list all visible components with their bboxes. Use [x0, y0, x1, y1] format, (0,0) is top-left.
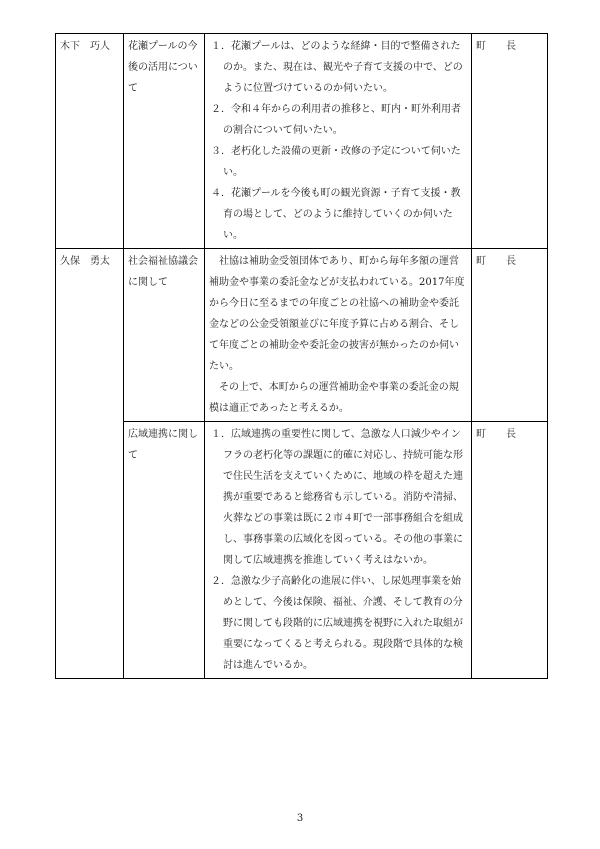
question-paragraph: 社協は補助金受領団体であり、町から毎年多額の運営補助金や事業の委託金などが支払われている。2017年度から今日に至るまでの年度ごとの社協への補助金や委託金などの公金受領額並びに年度予算に占める割合、そして年度ごとの補助金や委託金の披害が無かったのか伺いたい。: [209, 256, 465, 372]
question-content: [205, 249, 472, 422]
question-item: ４．花瀬プールを今後も町の観光資源・子育て支援・教育の場として、どのように維持していくのか伺いたい。: [211, 188, 461, 241]
question-topic: 社会福祉協議会に関して: [124, 249, 205, 422]
questioner-name: 木下 巧人: [56, 34, 124, 249]
answerer: 町 長: [472, 422, 548, 679]
question-item: １．広域連携の重要性に関して、急激な人口減少やインフラの老朽化等の課題に的確に対応し、持続可能な形で住民生活を支えていくために、地域の枠を超えた連携が重要であると総務省も示している。消防や清掃、火葬などの事業は既に２市４町で一部事務組合を組成し、事務事業の広域化を図っている。その他の事業に関して広域連携を推進していく考えはないか。: [211, 429, 463, 566]
question-item: ３．老朽化した設備の更新・改修の予定について伺いたい。: [211, 146, 461, 178]
questioner-name: 久保 勇太: [56, 249, 124, 679]
table-row: [56, 249, 548, 422]
question-topic: 広域連携に関して: [124, 422, 205, 679]
question-paragraph: その上で、本町からの運営補助金や事業の委託金の規模は適正であったと考えるか。: [209, 382, 459, 414]
answerer: 町 長: [472, 249, 548, 422]
page-number: 3: [296, 813, 304, 824]
table-row: [56, 422, 548, 679]
question-content: [205, 422, 472, 679]
table-row: [56, 34, 548, 249]
question-item: ２．急激な少子高齢化の進展に伴い、し尿処理事業を始めとして、今後は保険、福祉、介護、そして教育の分野に関しても段階的に広域連携を視野に入れた取組が重要になってくると考えられる。現段階で具体的な検討は進んでいるか。: [211, 576, 463, 671]
question-topic: 花瀬プールの今後の活用について: [124, 34, 205, 249]
question-table: [55, 33, 548, 679]
question-content: [205, 34, 472, 249]
question-item: １．花瀬プールは、どのような経緯・目的で整備されたのか。また、現在は、観光や子育て支援の中で、どのように位置づけているのか伺いたい。: [211, 41, 463, 94]
question-item: ２．令和４年からの利用者の推移と、町内・町外利用者の割合について伺いたい。: [211, 104, 461, 136]
answerer: 町 長: [472, 34, 548, 249]
